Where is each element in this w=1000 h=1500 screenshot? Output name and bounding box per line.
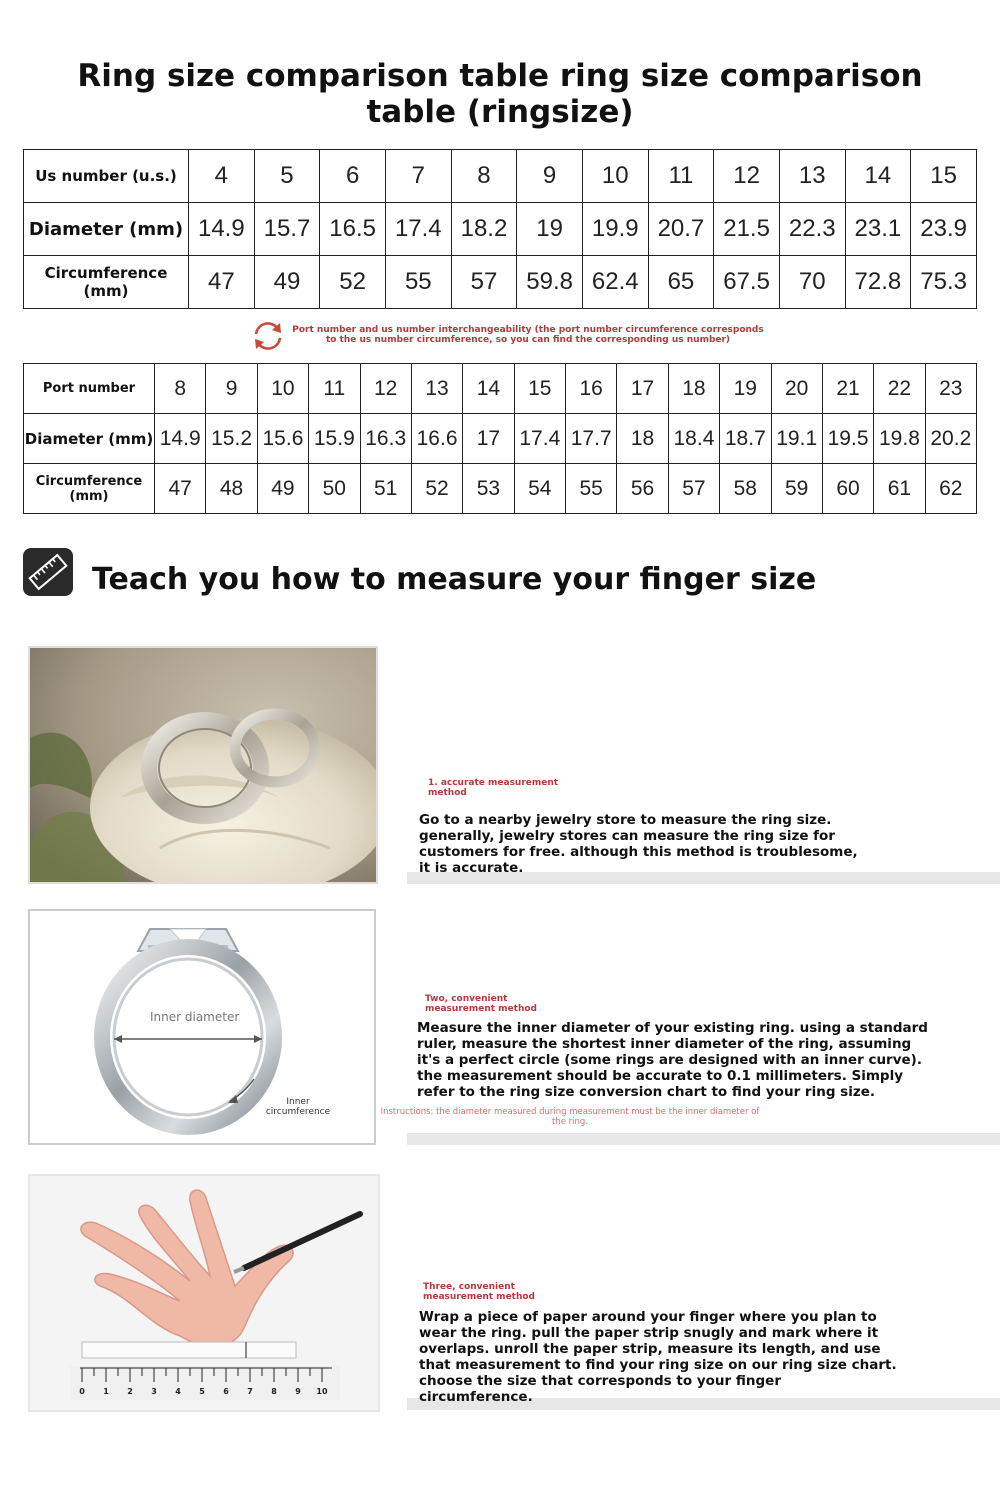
circumference-cell: 59 (771, 464, 822, 514)
diameter-cell: 14.9 (155, 414, 206, 464)
us-number-cell: 12 (714, 150, 780, 203)
ruler-icon (23, 548, 73, 596)
diameter-cell: 15.6 (257, 414, 308, 464)
circumference-cell: 55 (385, 256, 451, 309)
row-header: Diameter (mm) (24, 414, 155, 464)
interchange-note-text: Port number and us number interchangeability (the port number circumference corresponds to the us number circumference, so you can find the corresponding us number) (292, 325, 764, 345)
circumference-cell: 50 (309, 464, 360, 514)
circumference-cell: 62.4 (582, 256, 648, 309)
diameter-cell: 19.5 (822, 414, 873, 464)
circumference-cell: 52 (320, 256, 386, 309)
circumference-cell: 61 (874, 464, 925, 514)
rings-on-rose-photo (28, 646, 378, 884)
ruler-tick-label: 0 (79, 1387, 85, 1396)
us-number-cell: 11 (648, 150, 714, 203)
ruler-tick-label: 2 (127, 1387, 133, 1396)
us-number-cell: 8 (451, 150, 517, 203)
port-number-cell: 11 (309, 364, 360, 414)
port-size-table (23, 363, 977, 514)
diameter-cell: 16.3 (360, 414, 411, 464)
circumference-cell: 52 (411, 464, 462, 514)
table-row (24, 414, 977, 464)
circumference-cell: 47 (189, 256, 255, 309)
circumference-cell: 53 (463, 464, 514, 514)
diameter-cell: 16.6 (411, 414, 462, 464)
diameter-cell: 18.7 (720, 414, 771, 464)
us-size-table (23, 149, 977, 309)
us-number-cell: 4 (189, 150, 255, 203)
port-number-cell: 20 (771, 364, 822, 414)
diameter-cell: 19 (517, 203, 583, 256)
inner-diameter-label: Inner diameter (150, 1010, 240, 1024)
step-1-text: Go to a nearby jewelry store to measure the ring size. generally, jewelry stores can measure the ring size for customers for free. although this method is troublesome, it is accurate. (419, 812, 858, 876)
step-3-label: Three, convenient measurement method (423, 1282, 536, 1302)
us-number-cell: 14 (845, 150, 911, 203)
table-row (24, 464, 977, 514)
circumference-cell: 75.3 (911, 256, 977, 309)
port-number-cell: 8 (155, 364, 206, 414)
us-number-cell: 13 (779, 150, 845, 203)
circumference-cell: 49 (257, 464, 308, 514)
diameter-cell: 19.9 (582, 203, 648, 256)
us-number-cell: 15 (911, 150, 977, 203)
port-number-cell: 13 (411, 364, 462, 414)
diameter-cell: 21.5 (714, 203, 780, 256)
diameter-cell: 23.1 (845, 203, 911, 256)
ruler-tick-label: 5 (199, 1387, 205, 1396)
diameter-cell: 15.9 (309, 414, 360, 464)
ruler-tick-label: 8 (271, 1387, 277, 1396)
interchange-note (250, 318, 770, 354)
circumference-cell: 62 (925, 464, 976, 514)
diameter-cell: 19.1 (771, 414, 822, 464)
circumference-cell: 67.5 (714, 256, 780, 309)
ruler-tick-label: 3 (151, 1387, 157, 1396)
diameter-cell: 16.5 (320, 203, 386, 256)
port-number-cell: 9 (206, 364, 257, 414)
ruler-tick-label: 10 (316, 1387, 328, 1396)
table-row (24, 203, 977, 256)
us-number-cell: 5 (254, 150, 320, 203)
us-number-cell: 10 (582, 150, 648, 203)
hand-measure-photo (28, 1174, 380, 1412)
step-3-text: Wrap a piece of paper around your finger where you plan to wear the ring. pull the paper strip snugly and mark where it overlaps. unroll the paper strip, measure its length, and use that measurement to find your ring size on our ring size chart. choose the size that corresponds to your finger circumference. (419, 1309, 897, 1405)
port-number-cell: 10 (257, 364, 308, 414)
circumference-cell: 72.8 (845, 256, 911, 309)
diameter-cell: 17.4 (385, 203, 451, 256)
port-number-cell: 16 (566, 364, 617, 414)
port-number-cell: 23 (925, 364, 976, 414)
circumference-cell: 54 (514, 464, 565, 514)
port-number-cell: 14 (463, 364, 514, 414)
ruler-tick-label: 6 (223, 1387, 229, 1396)
circumference-cell: 49 (254, 256, 320, 309)
us-number-cell: 6 (320, 150, 386, 203)
diameter-cell: 22.3 (779, 203, 845, 256)
port-number-cell: 12 (360, 364, 411, 414)
circumference-cell: 70 (779, 256, 845, 309)
diameter-cell: 23.9 (911, 203, 977, 256)
circumference-cell: 60 (822, 464, 873, 514)
row-header: Diameter (mm) (24, 203, 189, 256)
table-row (24, 364, 977, 414)
circumference-cell: 59.8 (517, 256, 583, 309)
port-number-cell: 19 (720, 364, 771, 414)
port-number-cell: 15 (514, 364, 565, 414)
divider-bar (407, 1133, 1000, 1145)
diameter-cell: 14.9 (189, 203, 255, 256)
diameter-cell: 18.2 (451, 203, 517, 256)
diameter-cell: 18.4 (668, 414, 719, 464)
instruction-note: Instructions: the diameter measured during measurement must be the inner diameter of the ring. (380, 1107, 760, 1127)
circumference-cell: 55 (566, 464, 617, 514)
diameter-cell: 19.8 (874, 414, 925, 464)
diameter-cell: 20.7 (648, 203, 714, 256)
row-header: Port number (24, 364, 155, 414)
diameter-cell: 17.7 (566, 414, 617, 464)
circumference-cell: 57 (668, 464, 719, 514)
inner-circumference-label: Inner circumference (265, 1097, 331, 1117)
circumference-cell: 58 (720, 464, 771, 514)
ruler-tick-label: 9 (295, 1387, 301, 1396)
step-2-label: Two, convenient measurement method (425, 994, 538, 1014)
ring-diagram (28, 909, 376, 1145)
ruler-tick-label: 1 (103, 1387, 109, 1396)
circumference-cell: 56 (617, 464, 668, 514)
row-header: Us number (u.s.) (24, 150, 189, 203)
table-row (24, 150, 977, 203)
diameter-cell: 18 (617, 414, 668, 464)
circumference-cell: 65 (648, 256, 714, 309)
step-1-label: 1. accurate measurement method (428, 778, 559, 798)
circumference-cell: 51 (360, 464, 411, 514)
us-number-cell: 7 (385, 150, 451, 203)
diameter-cell: 15.2 (206, 414, 257, 464)
table-row (24, 256, 977, 309)
section-title: Teach you how to measure your finger size (92, 562, 817, 597)
port-number-cell: 22 (874, 364, 925, 414)
circumference-cell: 48 (206, 464, 257, 514)
ruler-tick-label: 7 (247, 1387, 253, 1396)
row-header: Circumference (mm) (24, 256, 189, 309)
port-number-cell: 21 (822, 364, 873, 414)
diameter-cell: 15.7 (254, 203, 320, 256)
ruler-tick-label: 4 (175, 1387, 181, 1396)
page-title: Ring size comparison table ring size comparison table (ringsize) (77, 58, 923, 130)
circumference-cell: 47 (155, 464, 206, 514)
diameter-cell: 17.4 (514, 414, 565, 464)
circumference-cell: 57 (451, 256, 517, 309)
refresh-icon (250, 318, 286, 354)
diameter-cell: 17 (463, 414, 514, 464)
row-header: Circumference (mm) (24, 464, 155, 514)
diameter-cell: 20.2 (925, 414, 976, 464)
step-2-text: Measure the inner diameter of your existing ring. using a standard ruler, measure the shortest inner diameter of the ring, assuming it's a perfect circle (some rings are designed with an inner curve). the measurement should be accurate to 0.1 millimeters. Simply refer to the ring size conversion chart to find your ring size. (417, 1020, 928, 1100)
port-number-cell: 18 (668, 364, 719, 414)
port-number-cell: 17 (617, 364, 668, 414)
us-number-cell: 9 (517, 150, 583, 203)
